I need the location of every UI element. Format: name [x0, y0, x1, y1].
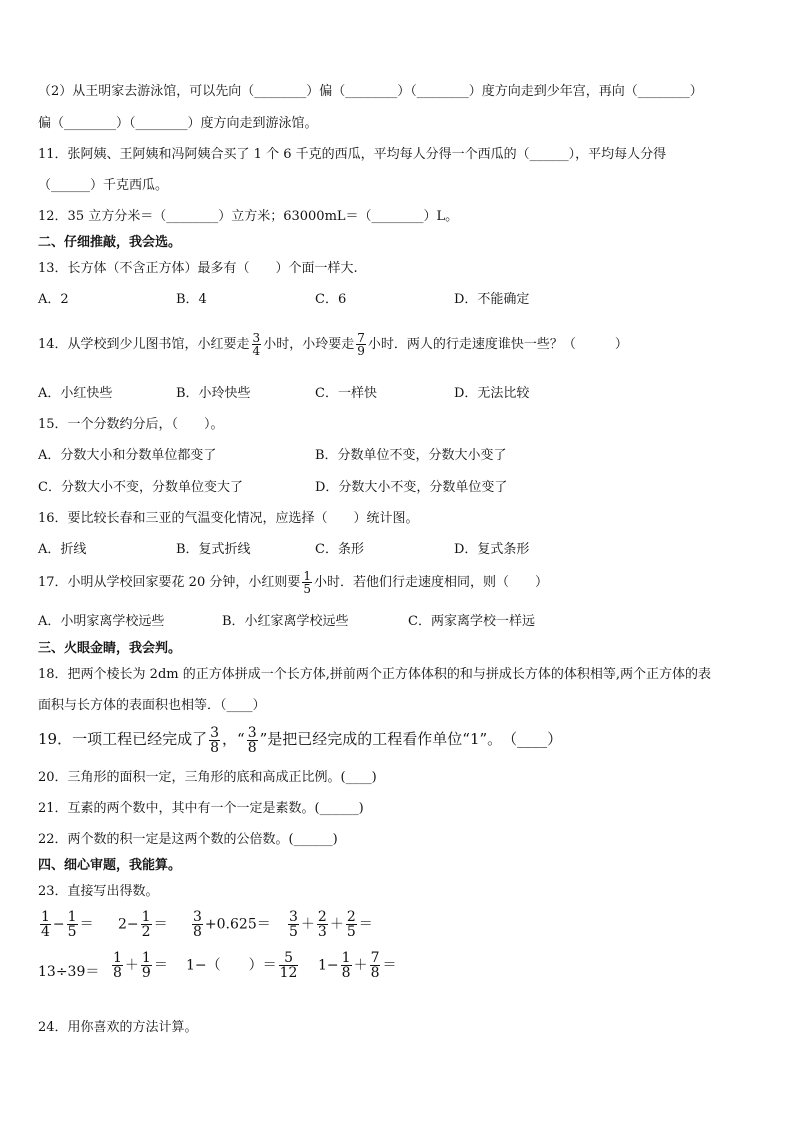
question-15-options-row2	[38, 480, 758, 496]
frac-denominator: 9	[141, 965, 151, 981]
option-c: C．一样快	[315, 386, 377, 401]
frac-denominator: 8	[370, 965, 380, 981]
frac-numerator: 3	[252, 331, 261, 345]
question-11-line1: 11．张阿姨、王阿姨和冯阿姨合买了 1 个 6 千克的西瓜，平均每人分得一个西瓜的（______），平均每人分得	[38, 147, 667, 162]
question-20: 20．三角形的面积一定，三角形的底和高成正比例。(____)	[38, 770, 377, 785]
frac-numerator: 1	[113, 950, 122, 966]
expression-7	[186, 951, 300, 980]
frac-numerator: 3	[210, 724, 220, 741]
tail: +0.625＝	[204, 916, 271, 933]
frac-numerator: 1	[41, 909, 50, 925]
q17-text-a: 17．小明从学校回家要花 20 分钟，小红则要	[38, 575, 301, 590]
q17-fraction	[302, 570, 312, 595]
option-b: B．复式折线	[176, 542, 251, 557]
question-24: 24．用你喜欢的方法计算。	[38, 1020, 198, 1035]
frac-denominator: 4	[41, 924, 50, 940]
frac-denominator: 2	[141, 924, 151, 940]
question-10-part2-line2: 偏（________）（________）度方向走到游泳馆。	[38, 116, 318, 131]
question-18-line2: 面积与长方体的表面积也相等．（____）	[38, 698, 266, 713]
frac-numerator: 1	[341, 950, 351, 966]
frac-denominator: 5	[346, 924, 356, 940]
question-22: 22．两个数的积一定是这两个数的公倍数。(______)	[38, 832, 338, 847]
frac-denominator: 8	[341, 965, 351, 981]
question-16-stem: 16．要比较长春和三亚的气温变化情况，应选择（ ）统计图。	[38, 511, 419, 526]
expression-2	[118, 910, 168, 939]
frac-denominator: 3	[317, 924, 327, 940]
frac-denominator: 5	[67, 924, 77, 940]
q19-fraction-1	[209, 726, 220, 755]
frac-numerator: 1	[141, 909, 151, 925]
option-a: A．分数大小和分数单位都变了	[38, 448, 217, 463]
option-d: D．复式条形	[454, 542, 530, 557]
q19-fraction-2	[247, 726, 258, 755]
question-17-stem	[38, 568, 548, 598]
equals: ＝	[79, 916, 94, 933]
question-18-line1: 18．把两个棱长为 2dm 的正方体拼成一个长方体,拼前两个正方体体积的和与拼成长方体的体积相等,两个正方体的表	[38, 667, 711, 682]
section-2-title: 二、仔细推敲，我会选。	[38, 235, 182, 250]
q14-fraction-1	[252, 332, 262, 357]
question-15-stem: 15．一个分数约分后，（ ）。	[38, 417, 224, 432]
equals: ＝	[382, 957, 397, 974]
question-14-options	[38, 386, 758, 402]
option-c: C．分数大小不变，分数单位变大了	[38, 480, 243, 495]
expression-8	[318, 951, 396, 980]
lead: 1−（ ）＝	[186, 957, 277, 974]
option-b: B．4	[176, 292, 207, 307]
q19-text-b: ，“	[222, 730, 245, 748]
option-a: A．小明家离学校远些	[38, 614, 165, 629]
frac-numerator: 3	[193, 909, 202, 925]
q14-text-b: 小时，小玲要走	[263, 337, 355, 352]
option-b: B．小红家离学校远些	[222, 614, 349, 629]
question-17-options	[38, 614, 758, 630]
option-c: C．条形	[315, 542, 364, 557]
frac-denominator: 8	[193, 924, 202, 940]
expression-1	[38, 910, 94, 939]
option-b: B．小玲快些	[176, 386, 251, 401]
expression-4	[286, 910, 373, 939]
equals: ＝	[153, 916, 168, 933]
section-4-title: 四、细心审题，我能算。	[38, 858, 182, 873]
operator: ＋	[329, 916, 344, 933]
question-21: 21．互素的两个数中，其中有一个一定是素数。(______)	[38, 801, 364, 816]
expression-text: 13÷39＝	[38, 964, 100, 980]
operator: ＋	[353, 957, 368, 974]
q14-text-c: 小时．两人的行走速度谁快一些？（ ）	[367, 337, 628, 352]
option-a: A．小红快些	[38, 386, 113, 401]
lead: 2−	[118, 916, 139, 933]
frac-numerator: 1	[67, 909, 77, 925]
question-13-options	[38, 292, 758, 308]
option-a: A．2	[38, 292, 69, 307]
frac-numerator: 3	[247, 724, 257, 741]
question-10-part2-line1: （2）从王明家去游泳馆，可以先向（________）偏（________）（________）度方向走到少年宫，再向（________）	[38, 84, 703, 99]
q17-text-b: 小时．若他们行走速度相同，则（ ）	[314, 575, 549, 590]
frac-numerator: 7	[370, 950, 380, 966]
option-d: D．无法比较	[454, 386, 530, 401]
frac-numerator: 1	[141, 950, 151, 966]
frac-numerator: 1	[303, 569, 311, 583]
expression-5	[38, 961, 99, 981]
q14-text-a: 14．从学校到少儿图书馆，小红要走	[38, 337, 250, 352]
question-11-line2: （______）千克西瓜。	[38, 178, 169, 193]
operator: −	[52, 916, 65, 933]
question-15-options-row1	[38, 448, 758, 464]
question-12: 12．35 立方分米＝（________）立方米；63000mL＝（________）L。	[38, 209, 459, 224]
equals: ＝	[358, 916, 373, 933]
question-13-stem: 13．长方体（不含正方体）最多有（ ）个面一样大.	[38, 261, 358, 276]
operator: ＋	[300, 916, 315, 933]
lead: 1−	[318, 957, 339, 974]
frac-denominator: 5	[289, 924, 298, 940]
frac-denominator: 8	[247, 739, 257, 756]
frac-denominator: 8	[113, 965, 122, 981]
frac-denominator: 12	[279, 965, 298, 981]
q19-text-c: ”是把已经完成的工程看作单位“1”。 （____）	[259, 730, 563, 748]
expression-3	[190, 910, 271, 939]
expression-6	[110, 951, 168, 980]
question-16-options	[38, 542, 758, 558]
q19-text-a: 19．一项工程已经完成了	[38, 730, 208, 748]
option-c: C．6	[315, 292, 347, 307]
frac-numerator: 3	[289, 909, 298, 925]
frac-numerator: 2	[346, 909, 356, 925]
frac-denominator: 8	[210, 739, 220, 756]
option-d: D．分数大小不变，分数单位变了	[315, 480, 508, 495]
option-d: D．不能确定	[454, 292, 530, 307]
frac-denominator: 5	[303, 582, 311, 596]
question-19	[38, 722, 562, 756]
q14-fraction-2	[356, 332, 366, 357]
question-23-stem: 23．直接写出得数。	[38, 884, 159, 899]
frac-numerator: 7	[357, 331, 365, 345]
option-c: C．两家离学校一样远	[408, 614, 535, 629]
option-a: A．折线	[38, 542, 87, 557]
frac-numerator: 2	[317, 909, 327, 925]
option-b: B．分数单位不变，分数大小变了	[315, 448, 507, 463]
frac-denominator: 9	[357, 344, 365, 358]
equals: ＝	[153, 957, 168, 974]
section-3-title: 三、火眼金睛，我会判。	[38, 641, 182, 656]
frac-numerator: 5	[284, 950, 294, 966]
frac-denominator: 4	[252, 344, 261, 358]
operator: ＋	[124, 957, 139, 974]
question-14-stem	[38, 330, 628, 360]
